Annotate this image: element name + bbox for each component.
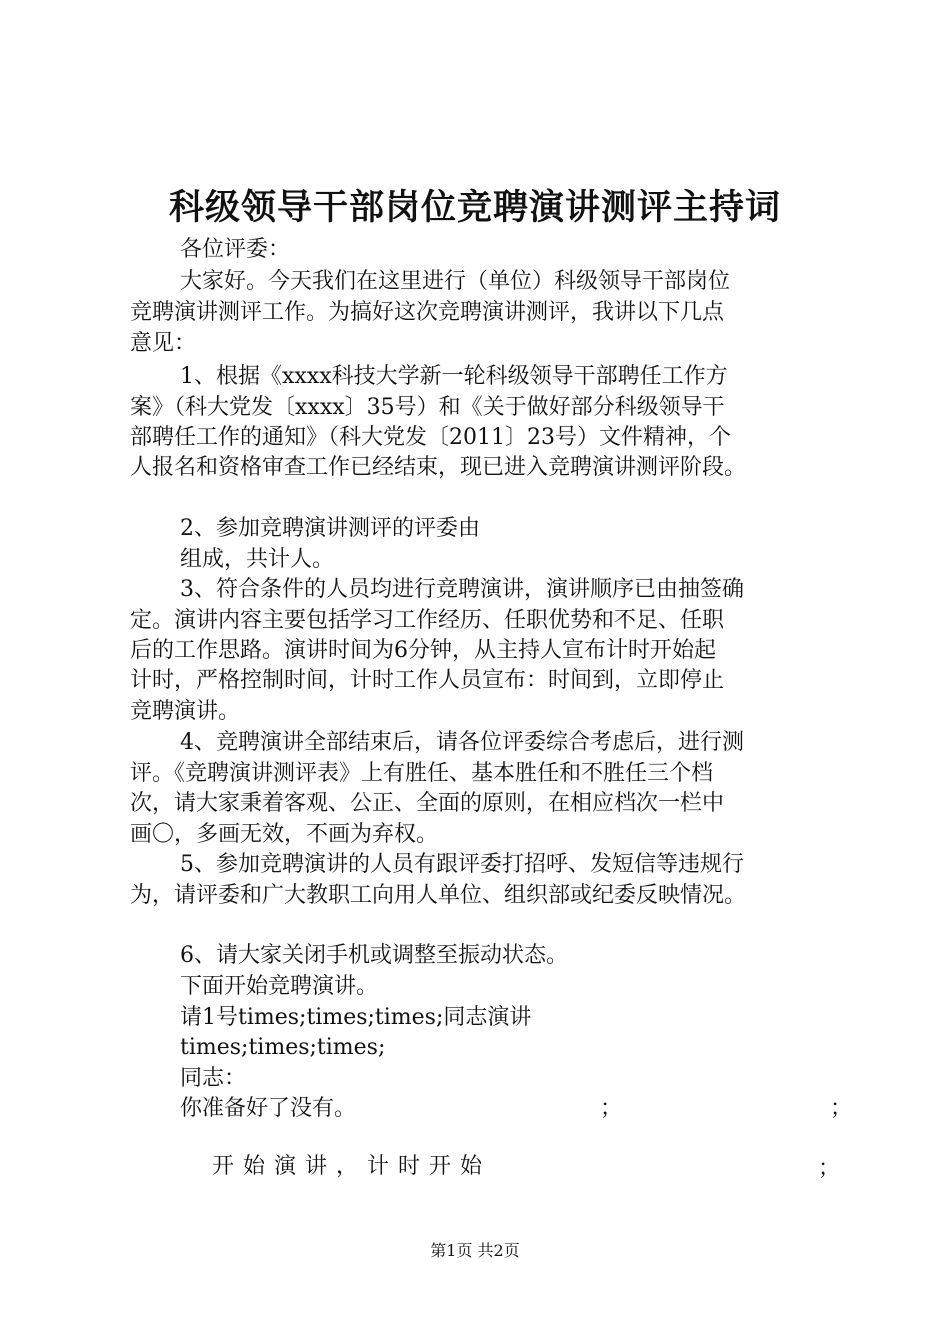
paragraph-line: 各位评委： — [180, 237, 291, 262]
paragraph-line: 人报名和资格审查工作已经结束，现已进入竞聘演讲测评阶段。 — [130, 455, 747, 480]
paragraph-line: 竞聘演讲。 — [130, 699, 241, 724]
paragraph-line: 3、符合条件的人员均进行竞聘演讲，演讲顺序已由抽签确 — [180, 577, 744, 602]
paragraph-line: 组成，共计人。 — [180, 547, 335, 572]
paragraph-line: 案》（科大党发〔xxxx〕35号）和《关于做好部分科级领导干 — [130, 395, 725, 420]
paragraph-line: 意见： — [130, 331, 197, 356]
paragraph-line: times;times;times; — [180, 1035, 386, 1060]
paragraph-line: 4、竞聘演讲全部结束后，请各位评委综合考虑后，进行测 — [180, 730, 744, 755]
paragraph-line: 开始演讲，计时开始 — [212, 1154, 492, 1179]
paragraph-line: 大家好。今天我们在这里进行（单位）科级领导干部岗位 — [180, 269, 731, 294]
semicolon-mark: ； — [830, 1096, 853, 1121]
semicolon-mark: ； — [600, 1096, 623, 1121]
paragraph-line: 2、参加竞聘演讲测评的评委由 — [180, 516, 480, 541]
paragraph-line: 你准备好了没有。 — [180, 1096, 357, 1121]
paragraph-line: 竞聘演讲测评工作。为搞好这次竞聘演讲测评，我讲以下几点 — [130, 300, 725, 325]
page-footer: 第1页 共2页 — [430, 1241, 520, 1260]
paragraph-line: 请1号times;times;times;同志演讲 — [180, 1005, 532, 1030]
paragraph-line: 次，请大家秉着客观、公正、全面的原则，在相应档次一栏中 — [130, 791, 725, 816]
paragraph-line: 为，请评委和广大教职工向用人单位、组织部或纪委反映情况。 — [130, 883, 747, 908]
paragraph-line: 后的工作思路。演讲时间为6分钟，从主持人宣布计时开始起 — [130, 638, 716, 663]
paragraph-line: 画〇，多画无效，不画为弃权。 — [130, 822, 439, 847]
semicolon-mark: ； — [818, 1156, 841, 1181]
paragraph-line: 1、根据《xxxx科技大学新一轮科级领导干部聘任工作方 — [180, 364, 728, 389]
paragraph-line: 计时，严格控制时间，计时工作人员宣布：时间到，立即停止 — [130, 668, 725, 693]
paragraph-line: 下面开始竞聘演讲。 — [180, 974, 379, 999]
paragraph-line: 5、参加竞聘演讲的人员有跟评委打招呼、发短信等违规行 — [180, 852, 744, 877]
document-title: 科级领导干部岗位竞聘演讲测评主持词 — [168, 187, 781, 228]
paragraph-line: 评。《竞聘演讲测评表》上有胜任、基本胜任和不胜任三个档 — [130, 761, 714, 786]
paragraph-line: 6、请大家关闭手机或调整至振动状态。 — [180, 943, 568, 968]
paragraph-line: 定。演讲内容主要包括学习工作经历、任职优势和不足、任职 — [130, 608, 725, 633]
paragraph-line: 部聘任工作的通知》（科大党发〔2011〕23号）文件精神，个 — [130, 425, 731, 450]
paragraph-line: 同志： — [180, 1066, 247, 1091]
